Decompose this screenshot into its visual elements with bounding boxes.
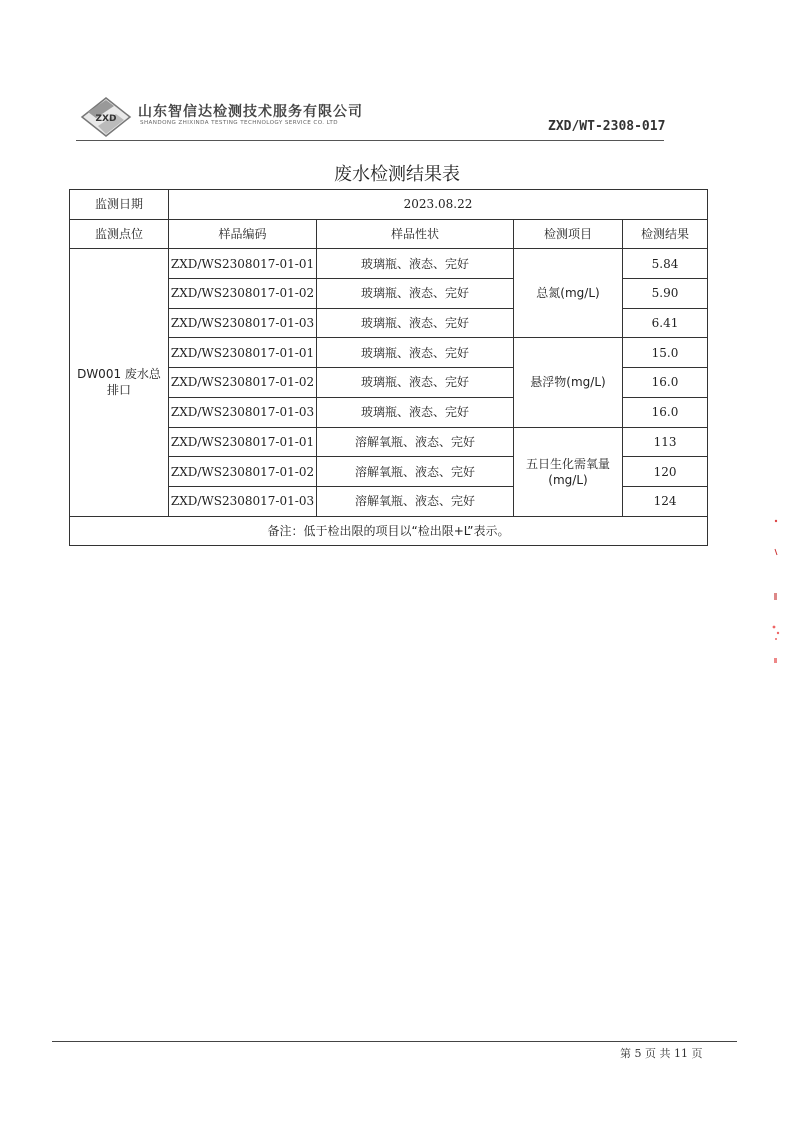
header-divider bbox=[76, 140, 664, 141]
footer-divider bbox=[52, 1041, 737, 1042]
test-result: 5.84 bbox=[623, 249, 708, 279]
sample-code: ZXD/WS2308017-01-03 bbox=[169, 397, 317, 427]
document-title: 废水检测结果表 bbox=[334, 164, 460, 185]
sample-code: ZXD/WS2308017-01-03 bbox=[169, 486, 317, 516]
column-header: 检测项目 bbox=[514, 219, 623, 249]
company-name-cn: 山东智信达检测技术服务有限公司 bbox=[138, 104, 363, 120]
date-row bbox=[70, 190, 708, 220]
sample-state: 溶解氧瓶、液态、完好 bbox=[317, 486, 514, 516]
date-label: 监测日期 bbox=[70, 190, 169, 220]
report-number: ZXD/WT-2308-017 bbox=[548, 119, 666, 134]
test-result: 6.41 bbox=[623, 308, 708, 338]
test-result: 5.90 bbox=[623, 279, 708, 309]
sample-code: ZXD/WS2308017-01-01 bbox=[169, 249, 317, 279]
sample-state: 玻璃瓶、液态、完好 bbox=[317, 308, 514, 338]
location-cell: DW001 废水总排口 bbox=[70, 249, 169, 516]
sample-code: ZXD/WS2308017-01-02 bbox=[169, 368, 317, 398]
sample-code: ZXD/WS2308017-01-01 bbox=[169, 427, 317, 457]
test-result: 16.0 bbox=[623, 397, 708, 427]
page-number: 第 5 页 共 11 页 bbox=[620, 1047, 703, 1060]
sample-state: 玻璃瓶、液态、完好 bbox=[317, 368, 514, 398]
column-header: 监测点位 bbox=[70, 219, 169, 249]
sample-code: ZXD/WS2308017-01-02 bbox=[169, 457, 317, 487]
note-row bbox=[70, 516, 708, 546]
sample-code: ZXD/WS2308017-01-02 bbox=[169, 279, 317, 309]
sample-state: 玻璃瓶、液态、完好 bbox=[317, 279, 514, 309]
seal-edge-marks bbox=[764, 515, 784, 680]
company-name-en: SHANDONG ZHIXINDA TESTING TECHNOLOGY SERVICE CO. LTD bbox=[140, 120, 338, 126]
header-row bbox=[70, 219, 708, 249]
table-row bbox=[70, 249, 708, 279]
column-header: 检测结果 bbox=[623, 219, 708, 249]
result-table bbox=[69, 189, 708, 546]
test-item: 五日生化需氧量(mg/L) bbox=[514, 427, 623, 516]
sample-code: ZXD/WS2308017-01-03 bbox=[169, 308, 317, 338]
test-result: 15.0 bbox=[623, 338, 708, 368]
sample-state: 玻璃瓶、液态、完好 bbox=[317, 249, 514, 279]
test-result: 124 bbox=[623, 486, 708, 516]
logo-text: ZXD bbox=[95, 114, 117, 124]
sample-state: 玻璃瓶、液态、完好 bbox=[317, 397, 514, 427]
page-header bbox=[0, 0, 794, 150]
date-value: 2023.08.22 bbox=[169, 190, 708, 220]
sample-state: 溶解氧瓶、液态、完好 bbox=[317, 427, 514, 457]
table-note: 备注：低于检出限的项目以“检出限+L”表示。 bbox=[70, 516, 708, 546]
sample-code: ZXD/WS2308017-01-01 bbox=[169, 338, 317, 368]
column-header: 样品性状 bbox=[317, 219, 514, 249]
sample-state: 玻璃瓶、液态、完好 bbox=[317, 338, 514, 368]
test-result: 113 bbox=[623, 427, 708, 457]
test-result: 16.0 bbox=[623, 368, 708, 398]
test-result: 120 bbox=[623, 457, 708, 487]
company-logo bbox=[78, 96, 134, 138]
test-item: 总氮(mg/L) bbox=[514, 249, 623, 338]
column-header: 样品编码 bbox=[169, 219, 317, 249]
sample-state: 溶解氧瓶、液态、完好 bbox=[317, 457, 514, 487]
test-item: 悬浮物(mg/L) bbox=[514, 338, 623, 427]
